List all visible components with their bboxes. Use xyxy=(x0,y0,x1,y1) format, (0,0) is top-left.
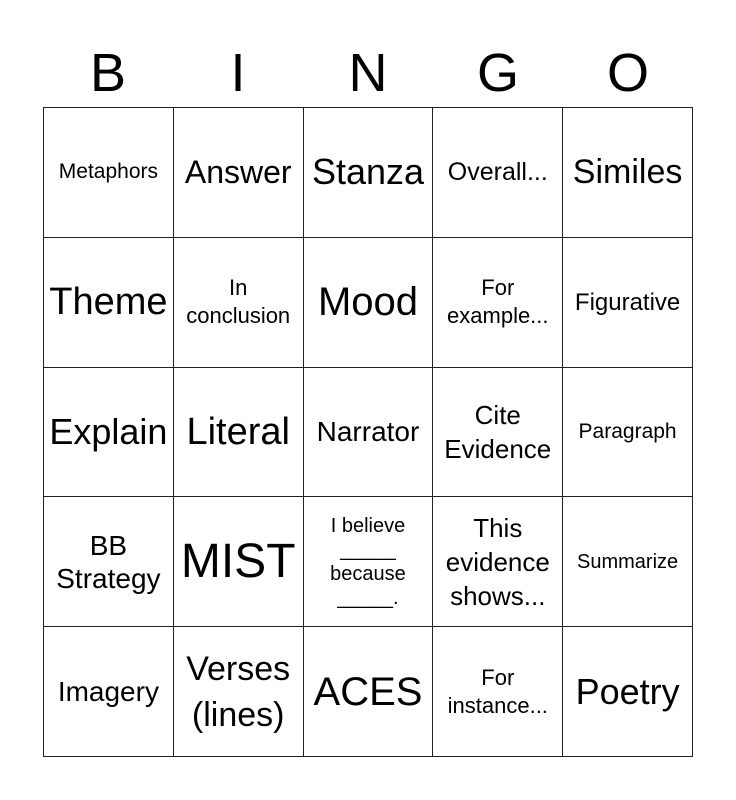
bingo-cell[interactable]: Explain xyxy=(44,368,174,498)
bingo-cell[interactable]: Similes xyxy=(563,108,693,238)
header-letter-g: G xyxy=(476,43,519,103)
bingo-cell[interactable]: Stanza xyxy=(304,108,434,238)
bingo-cell[interactable]: BB Strategy xyxy=(44,497,174,627)
bingo-cell[interactable]: Poetry xyxy=(563,627,693,757)
bingo-cell[interactable]: This evidence shows... xyxy=(433,497,563,627)
bingo-header xyxy=(43,40,693,106)
bingo-cell[interactable]: Figurative xyxy=(563,238,693,368)
bingo-cell[interactable]: Imagery xyxy=(44,627,174,757)
bingo-cell[interactable]: Narrator xyxy=(304,368,434,498)
bingo-cell[interactable]: Literal xyxy=(174,368,304,498)
bingo-cell[interactable]: Verses (lines) xyxy=(174,627,304,757)
bingo-board xyxy=(43,107,693,757)
header-letter-n: N xyxy=(348,43,388,103)
bingo-cell[interactable]: For example... xyxy=(433,238,563,368)
bingo-cell[interactable]: I believe _____ because _____. xyxy=(304,497,434,627)
bingo-cell[interactable]: Summarize xyxy=(563,497,693,627)
bingo-cell[interactable]: Mood xyxy=(304,238,434,368)
header-letter-o: O xyxy=(606,43,649,103)
bingo-cell[interactable]: For instance... xyxy=(433,627,563,757)
header-letter-i: I xyxy=(230,43,246,103)
header-letter-b: B xyxy=(89,43,127,103)
bingo-cell[interactable]: Answer xyxy=(174,108,304,238)
bingo-cell[interactable]: MIST xyxy=(174,497,304,627)
bingo-cell[interactable]: Theme xyxy=(44,238,174,368)
bingo-cell[interactable]: Cite Evidence xyxy=(433,368,563,498)
bingo-cell[interactable]: In conclusion xyxy=(174,238,304,368)
bingo-cell[interactable]: ACES xyxy=(304,627,434,757)
bingo-cell[interactable]: Overall... xyxy=(433,108,563,238)
bingo-cell[interactable]: Paragraph xyxy=(563,368,693,498)
bingo-cell[interactable]: Metaphors xyxy=(44,108,174,238)
